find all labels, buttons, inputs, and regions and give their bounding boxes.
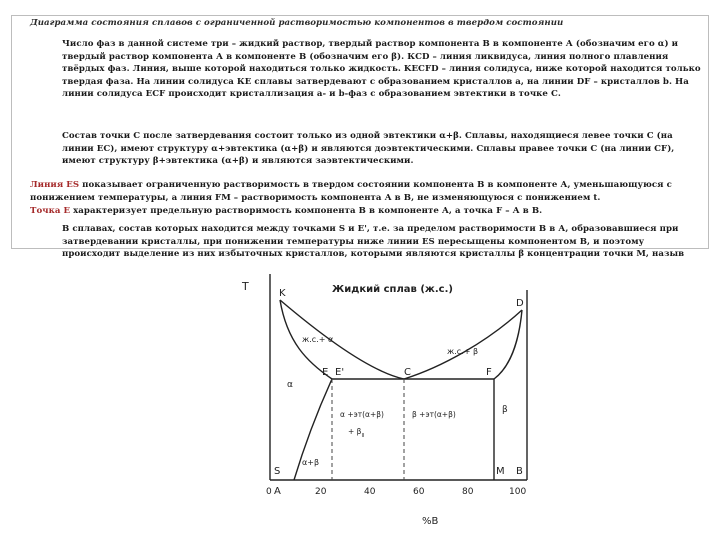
paragraph-eutectic: Состав точки С после затвердевания состоит только из одной эвтектики α+β. Сплавы, находящиеся левее точки С (на линии ЕС), имеют структуру α+эвтектика (α+β) и являются доэвтектическими. Сплавы правее точки С (на линии CF), имеют структуру β+эвтектика (α+β) и являются заэвтектическими. — [62, 131, 675, 167]
point-m: M — [496, 466, 505, 477]
t-axis-label: T — [242, 280, 249, 293]
tick-80: 80 — [462, 487, 474, 497]
point-e: E — [322, 367, 329, 378]
region-alpha-beta: α+β — [302, 458, 320, 467]
point-e-prime: E' — [335, 367, 345, 378]
x-axis-label: %B — [422, 516, 439, 527]
text-frame — [11, 15, 709, 260]
paragraph-phases: Число фаз в данной системе три – жидкий раствор, твердый раствор компонента В в компоненте А (обозначим его α) и твердый раствор компонента А в компоненте В (обозначим его β). КCD – линия ликвидуса, линия полного плавления твёрдых фаз. Линия, выше которой находиться только жидкость. KECFD – линия солидуса, ниже которой находится только твердая фаза. На линии солидуса КЕ сплавы затвердевают с образованием кристаллов а, на линии DF – кристаллов b. На линии солидуса ECF происходит кристаллизация а- и b-фаз с образованием эвтектики в точке С. — [62, 39, 701, 100]
point-f: F — [486, 367, 492, 378]
tick-40: 40 — [364, 487, 376, 497]
region-left-two-phase: ж.с.+ α — [302, 335, 334, 344]
point-k: K — [279, 288, 286, 299]
region-beta: β — [502, 405, 508, 415]
beta-secondary-subscript: II — [361, 433, 365, 439]
term-point-e: Точка E — [30, 206, 71, 216]
term-line-es: Линия ES — [30, 180, 80, 190]
tick-0: 0 — [266, 487, 272, 497]
paragraph-line-es — [30, 179, 702, 204]
region-hypoeutectic: α +эт(α+β) — [340, 410, 384, 419]
section-title: Диаграмма состояния сплавов с ограниченной растворимостью компонентов в твердом состоянии — [30, 18, 564, 28]
region-hypereutectic: β +эт(α+β) — [412, 410, 456, 419]
tick-100: 100 — [509, 487, 527, 497]
beta-secondary-label: + β — [348, 427, 362, 436]
point-b: B — [516, 466, 523, 477]
tick-20: 20 — [315, 487, 327, 497]
point-s: S — [274, 466, 281, 477]
paragraph-point-e — [30, 205, 702, 218]
point-a: A — [274, 486, 281, 497]
point-d: D — [516, 298, 524, 309]
paragraph-point-e-text: характеризует предельную растворимость компонента В в компоненте А, а точка F – А в В. — [70, 206, 543, 216]
region-right-two-phase: ж.с.+ β — [447, 347, 479, 356]
paragraph-alloys: В сплавах, состав которых находится между точками S и E', т.е. за пределом растворимости В в А, образовавшиеся при затвердевании кристаллы, при понижении температуры ниже линии ES пересыщены компонентом В, и поэтому происходит выделение из них избыточных кристаллов, которыми являются кристаллы β концентрации точки М, назыв — [62, 224, 685, 260]
tick-60: 60 — [413, 487, 425, 497]
region-alpha: α — [287, 380, 293, 390]
point-c: C — [404, 367, 411, 378]
paragraph-line-es-text: показывает ограниченную растворимость в твердом состоянии компонента В в компоненте А, уменьшающуюся с понижением температуры, а линия FM – растворимость компонента А в В, не изменяющуюся с понижением t. — [30, 180, 672, 203]
phase-diagram — [232, 262, 542, 532]
liquid-label: Жидкий сплав (ж.с.) — [332, 284, 453, 295]
